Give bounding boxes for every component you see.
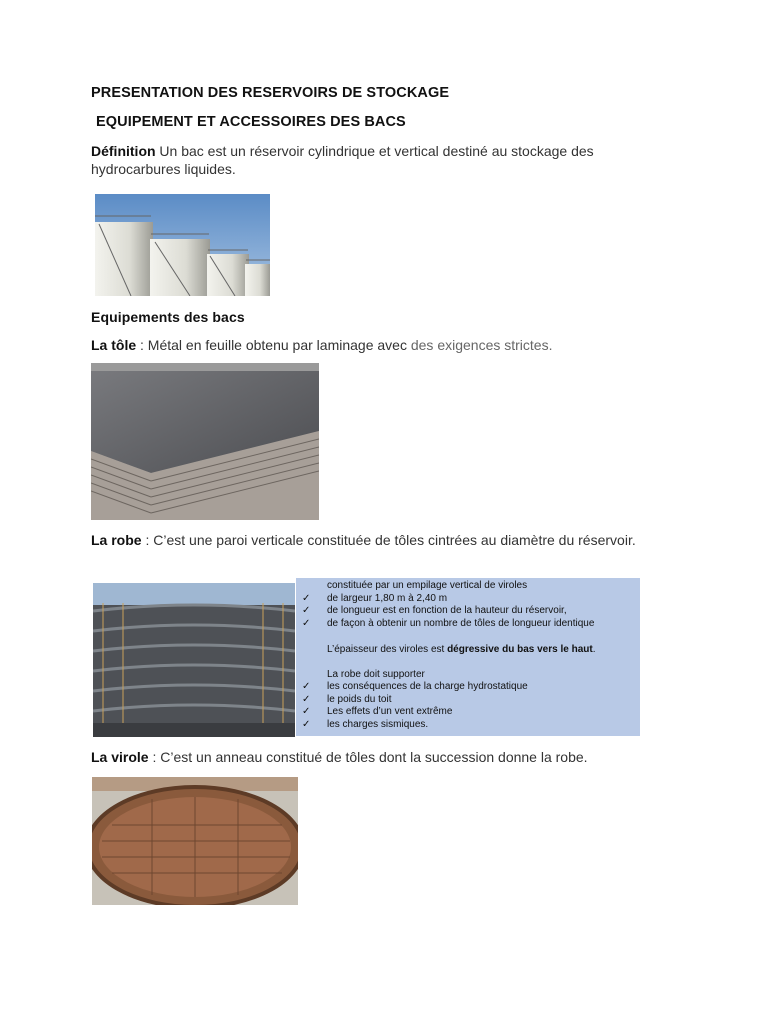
check-icon: ✓ xyxy=(302,618,311,629)
definition-label: Définition xyxy=(91,143,156,159)
page-heading: PRESENTATION DES RESERVOIRS DE STOCKAGE xyxy=(91,85,450,101)
robe-paragraph xyxy=(91,531,671,549)
robe-bullet: le poids du toit xyxy=(327,694,392,705)
tole-label: La tôle xyxy=(91,337,137,353)
robe-bullet: de largeur 1,80 m à 2,40 m xyxy=(327,593,448,604)
robe-info-box xyxy=(296,578,640,736)
tank-floor-photo xyxy=(92,777,298,905)
tank-shell-illustration xyxy=(93,583,295,737)
definition-paragraph xyxy=(91,142,671,178)
robe-bullet: les conséquences de la charge hydrostatique xyxy=(327,681,528,692)
check-icon: ✓ xyxy=(302,719,311,730)
definition-text: Un bac est un réservoir cylindrique et vertical destiné au stockage des hydrocarbures liquides. xyxy=(91,143,594,177)
steel-plates-photo xyxy=(91,363,319,520)
virole-text: : C’est un anneau constitué de tôles dont la succession donne la robe. xyxy=(148,749,588,765)
steel-plates-illustration xyxy=(91,363,319,520)
epaisseur-line xyxy=(327,644,595,657)
tank-shell-construction-photo xyxy=(93,583,295,737)
robe-intro: constituée par un empilage vertical de viroles xyxy=(327,580,528,591)
robe-label: La robe xyxy=(91,532,142,548)
tole-text: : Métal en feuille obtenu par laminage avec xyxy=(136,337,411,353)
equipements-title: Equipements des bacs xyxy=(91,309,245,325)
tole-paragraph xyxy=(91,336,671,354)
tole-highlight: des exigences strictes. xyxy=(410,337,553,353)
check-icon: ✓ xyxy=(302,706,311,717)
virole-label: La virole xyxy=(91,749,149,765)
storage-tanks-illustration xyxy=(95,194,270,296)
tank-floor-illustration xyxy=(92,777,298,905)
epaisseur-end: . xyxy=(592,644,596,655)
check-icon: ✓ xyxy=(302,694,311,705)
robe-text: : C’est une paroi verticale constituée de tôles cintrées au diamètre du réservoir. xyxy=(141,532,636,548)
robe-support: La robe doit supporter xyxy=(327,669,425,680)
robe-bullet: Les effets d’un vent extrême xyxy=(327,706,453,717)
robe-bullet: de longueur est en fonction de la hauteur du réservoir, xyxy=(327,605,567,616)
robe-bullet: de façon à obtenir un nombre de tôles de longueur identique xyxy=(327,618,595,629)
storage-tanks-photo xyxy=(95,194,270,296)
epaisseur-text: L’épaisseur des viroles est xyxy=(327,644,448,655)
section-heading: EQUIPEMENT ET ACCESSOIRES DES BACS xyxy=(96,114,406,130)
virole-paragraph xyxy=(91,748,691,766)
robe-bullet: les charges sismiques. xyxy=(327,719,429,730)
check-icon: ✓ xyxy=(302,593,311,604)
check-icon: ✓ xyxy=(302,605,311,616)
epaisseur-bold: dégressive du bas vers le haut xyxy=(447,644,593,655)
check-icon: ✓ xyxy=(302,681,311,692)
